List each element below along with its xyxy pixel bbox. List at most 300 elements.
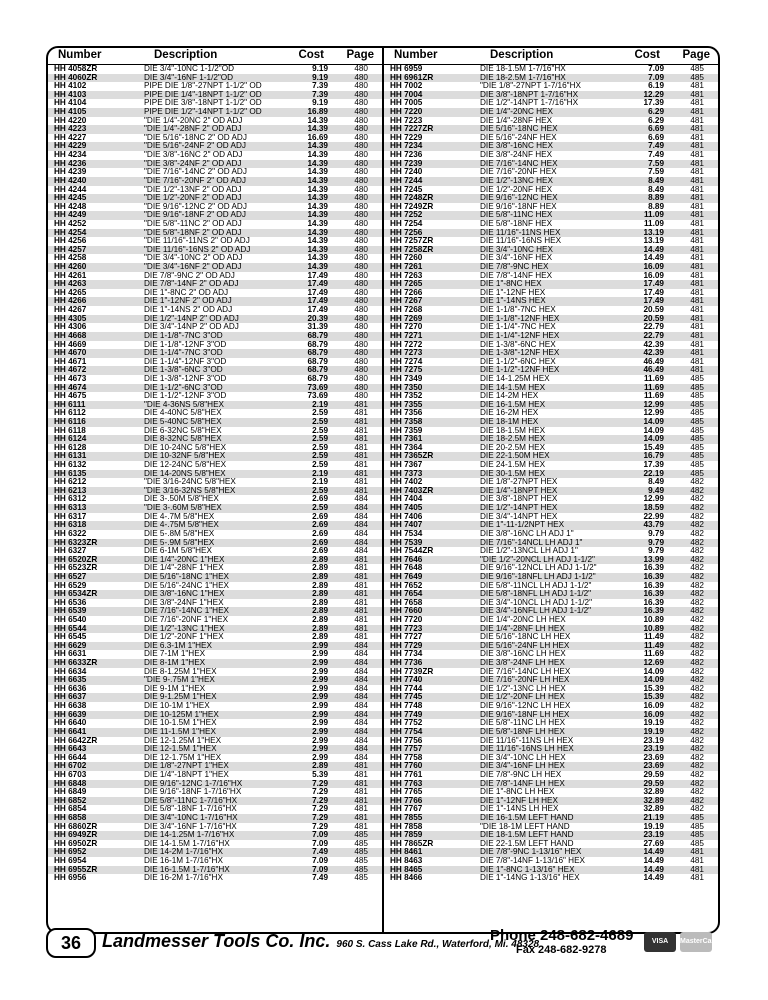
part-number: HH 4669 [54,339,87,349]
table-row [384,848,718,857]
part-description: DIE 1"-8NC 2" OD ADJ [144,288,229,297]
part-description: DIE 16-1M 1-7/16"HX [144,857,223,866]
table-row [384,762,718,771]
part-cost: 7.29 [312,804,328,814]
part-description: DIE 12-1.5M 1"HEX [144,745,217,754]
part-number: HH 8463 [390,856,423,866]
catalog-page: 484 [354,726,368,736]
part-cost: 22.99 [643,511,664,521]
part-description: "DIE 1/2"-20NCL LH ADJ 1-1/2" [480,555,595,564]
table-row [384,805,718,814]
catalog-page: 482 [690,554,704,564]
part-cost: 14.49 [643,847,664,857]
table-row [384,74,718,83]
table-row [48,659,382,668]
part-cost: 14.09 [643,666,664,676]
catalog-page: 481 [690,287,704,297]
part-description: PIPE DIE 3/8"-18NPT 1-1/2" OD [144,99,262,108]
part-number: HH 4058ZR [54,64,98,73]
part-description: DIE 7/16"-20NF 1"HEX [144,616,229,624]
table-row [48,392,382,401]
part-cost: 11.69 [643,382,664,392]
part-description: DIE 7/8"-9NC 2" OD ADJ [144,271,235,280]
part-number: HH 7739ZR [390,666,434,676]
part-number: HH 4103 [54,89,87,99]
part-number: HH 7364 [390,442,423,452]
part-number: HH 7355 [390,399,423,409]
table-row [48,160,382,169]
catalog-page: 480 [354,391,368,401]
part-number: HH 6544 [54,623,87,633]
part-cost: 7.09 [648,72,664,82]
table-row [384,332,718,341]
part-number: HH 8465 [390,864,423,874]
part-description: DIE 1-1/2"-12NF 3"OD [144,392,227,401]
part-cost: 14.49 [643,864,664,874]
part-number: HH 6848 [54,778,87,788]
table-row [48,452,382,461]
table-row [48,814,382,823]
part-cost: 2.69 [312,537,328,547]
part-cost: 7.09 [312,838,328,848]
table-row [384,384,718,393]
catalog-page: 484 [354,709,368,719]
part-description: "DIE 5/16"-18NC 2" OD ADJ [144,133,247,142]
part-number: HH 6327 [54,546,87,556]
part-description: DIE 14-20NS 5/8"HEX [144,469,226,478]
catalog-page: 482 [690,597,704,607]
part-description: PIPE DIE 1/4"-18NPT 1-1/2" OD [144,90,262,99]
part-number: HH 7257ZR [390,236,434,246]
table-row [384,203,718,212]
part-number: HH 6111 [54,399,86,409]
table-row [384,857,718,866]
part-description: DIE 1/2"-13NC LH HEX [480,684,566,693]
part-description: DIE 3/4"-10NC LH HEX [480,753,566,762]
part-number: HH 7658 [390,597,423,607]
part-cost: 11.69 [643,391,664,401]
catalog-page: 481 [690,236,704,246]
part-number: HH 6527 [54,571,87,581]
part-number: HH 4239 [54,167,87,177]
company-name: Landmesser Tools Co. Inc. [102,931,331,951]
part-description: DIE 7/16"-14NC HEX [480,159,558,168]
header-cost: Cost [298,49,324,61]
table-row [48,194,382,203]
part-number: HH 6118 [54,425,86,435]
part-number: HH 6634 [54,666,87,676]
part-description: DIE 1-1/8"-12NF 3"OD [144,340,227,349]
part-number: HH 4260 [54,262,87,272]
part-description: DIE 5/16"-18NC HEX [480,125,558,134]
part-description: "DIE 3/4"-10NC 2" OD ADJ [144,254,243,263]
part-description: DIE 1-3/8"-12NF HEX [480,349,560,358]
part-number: HH 7855 [390,813,423,823]
catalog-page: 482 [690,563,704,573]
part-cost: 17.49 [307,296,328,306]
part-description: "DIE 11/16"-16NS 2" OD ADJ [144,245,251,254]
part-cost: 2.69 [312,528,328,538]
table-row [48,668,382,677]
part-number: HH 7275 [390,365,423,375]
catalog-page: 485 [690,468,704,478]
table-row [48,857,382,866]
table-row [48,229,382,238]
part-description: DIE 12-1.75M 1"HEX [144,753,222,762]
table-row [384,797,718,806]
part-number: HH 6639 [54,709,87,719]
part-number: HH 7002 [390,81,423,91]
table-row [48,461,382,470]
catalog-page: 481 [354,477,368,487]
catalog-page: 481 [690,244,704,254]
part-cost: 14.39 [307,193,328,203]
part-description: DIE 3/4"-16NFL LH ADJ 1-1/2" [480,607,592,616]
part-cost: 9.49 [648,485,664,495]
part-number: HH 7245 [390,184,423,194]
part-description: DIE 1/4"-20NC HEX [480,108,553,117]
part-number: HH 6949ZR [54,830,98,840]
part-cost: 14.09 [643,425,664,435]
catalog-page: 481 [354,769,368,779]
part-cost: 14.39 [307,244,328,254]
part-cost: 2.99 [312,752,328,762]
part-cost: 2.59 [312,485,328,495]
table-row [48,289,382,298]
part-number: HH 6539 [54,606,87,616]
part-number: HH 7267 [390,296,423,306]
part-description: DIE 3/8"-18NPT 1-7/16"HX [480,90,579,99]
part-cost: 32.89 [643,804,664,814]
part-cost: 14.39 [307,236,328,246]
part-cost: 17.49 [643,287,664,297]
part-cost: 2.59 [312,416,328,426]
part-cost: 43.79 [643,520,664,530]
part-description: DIE 7/8"-9NC HEX [480,263,549,272]
table-row [384,607,718,616]
part-description: DIE 3/8"-16NC LH ADJ 1" [480,529,574,538]
part-number: HH 7220 [390,107,423,117]
part-cost: 73.69 [307,382,328,392]
part-number: HH 6317 [54,511,87,521]
catalog-page: 481 [354,408,368,418]
part-cost: 2.99 [312,735,328,745]
catalog-page: 481 [690,132,704,142]
part-number: HH 6112 [54,408,86,418]
table-row [48,874,382,883]
table-row [384,315,718,324]
part-description: DIE 14-1.5M HEX [480,383,546,392]
catalog-page: 480 [354,132,368,142]
part-description: DIE 3/4"-16NF HEX [480,254,553,263]
catalog-page: 482 [690,787,704,797]
part-description: DIE 1/8"-27NPT HEX [480,478,558,487]
part-cost: 22.19 [643,468,664,478]
catalog-page: 484 [354,735,368,745]
table-row [384,151,718,160]
part-cost: 17.49 [307,305,328,315]
part-description: DIE 18-1.5M 1-7/16"HX [480,65,566,73]
header-number: Number [58,49,102,61]
part-cost: 7.39 [312,89,328,99]
page-footer [46,927,719,958]
part-description: DIE 1"-8NC HEX [480,280,542,289]
catalog-page: 480 [354,158,368,168]
part-number: HH 6635 [54,675,87,685]
catalog-page: 481 [690,81,704,91]
part-description: DIE 5/16"-18NC 1"HEX [144,572,229,581]
table-row [48,530,382,539]
part-description: "DIE 1/4"-20NC 2" OD ADJ [144,116,243,125]
catalog-page: 485 [690,460,704,470]
part-description: DIE 1"-12NF LH HEX [480,796,558,805]
part-cost: 2.99 [312,640,328,650]
table-row [384,702,718,711]
part-description: DIE 7/8"-9NC 1-13/16" HEX [480,848,582,857]
part-cost: 2.69 [312,494,328,504]
part-number: HH 4266 [54,296,87,306]
part-description: DIE 22-1.50M HEX [480,452,550,461]
part-number: HH 7720 [390,615,423,624]
table-row [384,771,718,780]
part-cost: 9.19 [312,64,328,73]
table-row [384,444,718,453]
part-number: HH 6702 [54,761,87,771]
part-description: DIE 1"-12NF 2" OD ADJ [144,297,232,306]
part-cost: 16.39 [643,563,664,573]
part-description: DIE 3/4"-14NP 2" OD ADJ [144,323,239,332]
part-cost: 12.29 [643,89,664,99]
catalog-page: 481 [690,873,704,883]
part-description: DIE 24-1.5M HEX [480,461,546,470]
table-row [384,220,718,229]
catalog-page: 481 [354,554,368,564]
part-number: HH 7767 [390,804,423,814]
part-number: HH 7539 [390,537,423,547]
catalog-page: 481 [354,451,368,461]
part-cost: 7.29 [312,821,328,831]
catalog-page: 482 [690,623,704,633]
part-number: HH 7352 [390,391,423,401]
table-row [384,211,718,220]
table-row [48,848,382,857]
part-number: HH 6959 [390,64,423,73]
table-row [48,780,382,789]
part-cost: 23.69 [643,761,664,771]
catalog-page: 480 [354,227,368,237]
table-row [384,599,718,608]
part-number: HH 7266 [390,287,423,297]
catalog-page: 481 [354,795,368,805]
catalog-page: 485 [354,856,368,866]
catalog-page: 485 [690,830,704,840]
table-row [384,470,718,479]
catalog-page: 484 [354,718,368,728]
part-description: DIE 1-1/8"-12NF HEX [480,314,560,323]
part-cost: 14.09 [643,434,664,444]
part-number: HH 4252 [54,218,87,228]
right-column-header [384,48,718,65]
part-description: DIE 5/16"-18NC LH HEX [480,633,571,642]
part-description: DIE 1"-8NC 1-13/16" HEX [480,865,575,874]
catalog-page: 482 [690,632,704,642]
catalog-page: 480 [354,287,368,297]
table-row [384,306,718,315]
catalog-page: 481 [354,632,368,642]
part-number: HH 6955ZR [54,864,98,874]
catalog-page: 485 [354,847,368,857]
part-number: HH 7359 [390,425,423,435]
part-cost: 7.59 [648,167,664,177]
catalog-page: 482 [690,769,704,779]
catalog-page: 480 [354,64,368,73]
part-number: HH 7261 [390,262,423,272]
part-description: DIE 1/2"-20NF LH HEX [480,693,565,702]
catalog-page: 482 [690,726,704,736]
part-cost: 19.19 [643,821,664,831]
part-number: HH 7544ZR [390,546,434,556]
part-number: HH 6631 [54,649,87,659]
table-row [384,160,718,169]
part-cost: 14.39 [307,262,328,272]
part-cost: 8.89 [648,201,664,211]
catalog-page: 480 [354,141,368,151]
part-cost: 23.19 [643,744,664,754]
part-number: HH 4673 [54,373,87,383]
table-row [48,237,382,246]
part-description: PIPE DIE 1/2"-14NPT 1-1/2" OD [144,108,262,117]
part-number: HH 7745 [390,692,423,702]
part-description: DIE 1"-14NS LH HEX [480,805,559,814]
table-row [384,272,718,281]
table-row [384,478,718,487]
part-cost: 16.69 [307,132,328,142]
part-number: HH 7652 [390,580,423,590]
table-row [48,186,382,195]
part-number: HH 7744 [390,683,423,693]
part-cost: 8.49 [648,175,664,185]
catalog-page: 485 [690,391,704,401]
catalog-page: 481 [354,778,368,788]
part-description: DIE 1/4"-28NF 1"HEX [144,564,224,573]
part-cost: 12.99 [643,494,664,504]
company-address: 960 S. Cass Lake Rd., Waterford, Mi. 48328 [336,939,540,950]
catalog-page: 482 [690,537,704,547]
catalog-page: 480 [354,184,368,194]
table-row [48,599,382,608]
part-number: HH 6858 [54,813,87,823]
catalog-page: 480 [354,244,368,254]
part-cost: 16.39 [643,580,664,590]
part-cost: 18.59 [643,503,664,513]
part-cost: 15.49 [643,442,664,452]
part-number: HH 6854 [54,804,87,814]
table-row [384,125,718,134]
catalog-page: 482 [690,692,704,702]
part-cost: 2.89 [312,632,328,642]
part-number: HH 6213 [54,485,87,495]
part-description: DIE 3/8"-24NF 1"HEX [144,598,224,607]
table-row [384,168,718,177]
catalog-page: 482 [690,640,704,650]
part-cost: 9.79 [648,528,664,538]
part-description: DIE 1"-14NG 1-13/16" HEX [480,874,580,883]
part-number: HH 6128 [54,442,87,452]
table-row [48,633,382,642]
part-number: HH 6954 [54,856,87,866]
part-description: DIE 4-40NC 5/8"HEX [144,409,222,418]
part-number: HH 7271 [390,330,423,340]
table-row [384,263,718,272]
part-number: HH 6642ZR [54,735,98,745]
part-cost: 7.49 [312,873,328,883]
table-row [384,375,718,384]
catalog-page: 484 [354,520,368,530]
table-row [384,780,718,789]
catalog-page: 482 [690,520,704,530]
part-cost: 14.09 [643,675,664,685]
part-number: HH 7249ZR [390,201,434,211]
part-number: HH 7274 [390,356,423,366]
part-number: HH 4261 [54,270,87,280]
catalog-page: 480 [354,296,368,306]
catalog-page: 480 [354,89,368,99]
part-description: DIE 1"-14NS HEX [480,297,546,306]
part-description: "DIE 1/4"-28NF 2" OD ADJ [144,125,242,134]
part-cost: 14.49 [643,856,664,866]
part-number: HH 7723 [390,623,423,633]
part-cost: 2.59 [312,425,328,435]
part-description: DIE 1"-8NC LH HEX [480,788,555,797]
part-cost: 16.39 [643,606,664,616]
catalog-page: 481 [690,175,704,185]
part-description: DIE 9/16"-18NF LH HEX [480,710,570,719]
part-cost: 2.99 [312,675,328,685]
catalog-page: 480 [354,210,368,220]
part-cost: 31.39 [307,322,328,332]
part-number: HH 7367 [390,460,423,470]
catalog-page: 485 [354,838,368,848]
catalog-page: 480 [354,262,368,272]
part-description: DIE 8-1.25M 1"HEX [144,667,217,676]
part-description: DIE 9-1.25M 1"HEX [144,693,217,702]
catalog-page: 480 [354,150,368,160]
catalog-page: 480 [354,279,368,289]
catalog-page: 482 [690,675,704,685]
table-row [48,263,382,272]
catalog-page: 481 [690,167,704,177]
part-number: HH 7270 [390,322,423,332]
part-description: DIE 7/16"-20NF LH HEX [480,676,570,685]
table-row [48,151,382,160]
catalog-page: 481 [690,856,704,866]
catalog-page: 482 [690,528,704,538]
part-cost: 13.99 [643,554,664,564]
catalog-page: 481 [354,813,368,823]
catalog-page: 481 [690,201,704,211]
part-description: DIE 1/4"-18NPT HEX [480,486,558,495]
catalog-page: 480 [354,98,368,108]
table-row [48,590,382,599]
part-cost: 12.99 [643,399,664,409]
table-row [384,194,718,203]
part-number: HH 7227ZR [390,124,434,134]
part-description: "DIE 9-.75M 1"HEX [144,676,215,685]
part-description: DIE 1/2"-14NPT HEX [480,504,558,513]
part-description: DIE 7/16"-14NCL LH ADJ 1" [480,538,583,547]
catalog-page: 481 [690,89,704,99]
catalog-page: 481 [354,571,368,581]
